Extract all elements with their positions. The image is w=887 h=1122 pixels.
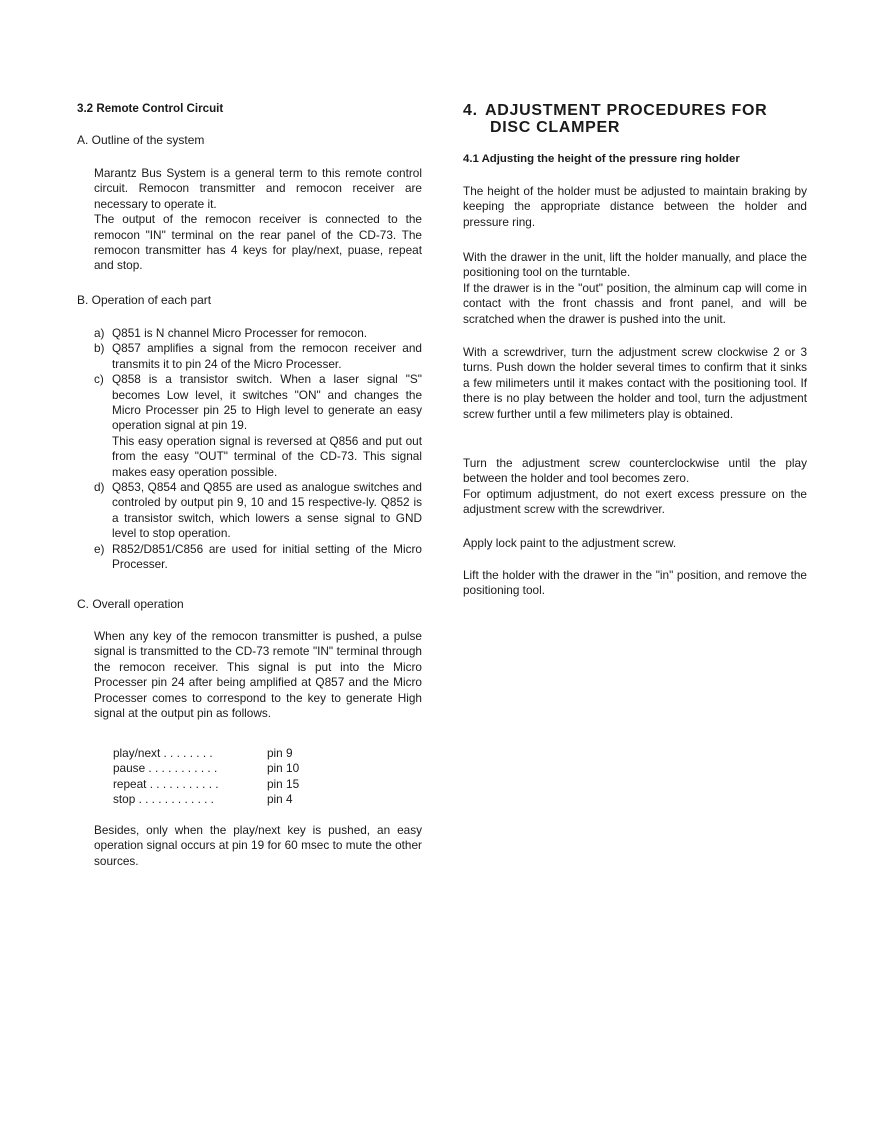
section-title-line2: DISC CLAMPER xyxy=(490,119,621,136)
list-text: Q851 is N channel Micro Processer for remocon. xyxy=(112,326,368,340)
adjust-paragraph: If the drawer is in the "out" position, the alminum cap will come in contact with the front chassis and front panel, and will be scratched when the drawer is pushed into the unit. xyxy=(463,280,807,326)
list-label: e) xyxy=(94,541,105,556)
adjust-paragraph: Turn the adjustment screw counterclockwise until the play between the holder and tool becomes zero. xyxy=(463,456,807,486)
pin-row xyxy=(113,746,373,761)
overall-closing: Besides, only when the play/next key is pushed, an easy operation signal occurs at pin 19 for 60 msec to mute the other sources. xyxy=(94,823,422,868)
list-text: R852/D851/C856 are used for initial setting of the Micro Processer. xyxy=(112,541,422,572)
list-label: d) xyxy=(94,480,105,495)
pin-key: repeat . . . . . . . . . . . xyxy=(113,776,219,791)
list-label: b) xyxy=(94,341,105,356)
pin-value: pin 10 xyxy=(267,761,300,776)
pin-value: pin 9 xyxy=(267,746,293,760)
heading-overall: C. Overall operation xyxy=(77,597,184,611)
pin-key: play/next . . . . . . . . xyxy=(113,746,213,760)
adjust-paragraph: For optimum adjustment, do not exert excess pressure on the adjustment screw with the screwdriver. xyxy=(463,486,807,517)
list-item xyxy=(94,326,422,341)
list-label: c) xyxy=(94,372,104,387)
section-title-adjustment xyxy=(463,102,767,136)
subsection-title: 4.1 Adjusting the height of the pressure ring holder xyxy=(463,153,740,165)
list-text: Q858 is a transistor switch. When a laser signal "S" becomes Low level, it switches "ON" and changes the Micro Processer pin 25 to High level to generate an easy operation signal at pin 19. xyxy=(112,372,422,433)
adjust-paragraph: The height of the holder must be adjusted to maintain braking by keeping the appropriate distance between the holder and pressure ring. xyxy=(463,184,807,229)
adjust-paragraph: With the drawer in the unit, lift the holder manually, and place the positioning tool on the turntable. xyxy=(463,250,807,280)
heading-outline: A. Outline of the system xyxy=(77,133,205,147)
section-title-remote-control: 3.2 Remote Control Circuit xyxy=(77,102,224,115)
list-label: a) xyxy=(94,326,105,340)
pin-key: pause . . . . . . . . . . . xyxy=(113,761,218,776)
adjust-paragraph: With a screwdriver, turn the adjustment screw clockwise 2 or 3 turns. Push down the holder several times to confirm that it sinks a few milimeters until it makes contact with the positioning tool. If there is no play between the holder and tool, turn the adjustment screw further until a few milimeters play is obtained. xyxy=(463,345,807,421)
list-item xyxy=(94,341,422,372)
pin-key: stop . . . . . . . . . . . . xyxy=(113,792,214,807)
pin-row xyxy=(113,792,373,807)
list-item xyxy=(94,542,422,573)
adjust-paragraph-group xyxy=(463,456,807,518)
adjust-paragraph: Apply lock paint to the adjustment screw. xyxy=(463,536,677,550)
outline-paragraph: Marantz Bus System is a general term to this remote control circuit. Remocon transmitter and remocon receiver are necessary to operate it. xyxy=(94,166,422,211)
pin-value: pin 4 xyxy=(267,792,293,807)
list-text: Q857 amplifies a signal from the remocon receiver and transmits it to pin 24 of the Micro Processer. xyxy=(112,341,422,371)
adjust-paragraph: Lift the holder with the drawer in the "in" position, and remove the positioning tool. xyxy=(463,568,807,598)
adjust-paragraph-group xyxy=(463,250,807,327)
outline-text xyxy=(94,166,422,274)
list-text-continued: This easy operation signal is reversed at Q856 and put out from the easy "OUT" terminal of the CD-73. This signal makes easy operation possible. xyxy=(112,433,422,479)
outline-paragraph: The output of the remocon receiver is connected to the remocon "IN" terminal on the rear panel of the CD-73. The remocon transmitter has 4 keys for play/next, puase, repeat and stop. xyxy=(94,212,422,273)
list-item xyxy=(94,480,422,542)
overall-text: When any key of the remocon transmitter is pushed, a pulse signal is transmitted to the CD-73 remote "IN" terminal through the remocon receiver. This signal is put into the Micro Processer pin 24 after being amplified at Q857 and the Micro Processer comes to correspond to the key to generate High signal at the output pin as follows. xyxy=(94,629,422,721)
pin-row xyxy=(113,761,373,776)
list-text: Q853, Q854 and Q855 are used as analogue switches and controled by output pin 9, 10 and 15 respective-ly. Q852 is a transistor switch, which lowers a sense signal to GND level to stop operation. xyxy=(112,480,422,541)
section-number: 4. xyxy=(463,102,478,119)
pin-table xyxy=(113,746,373,808)
pin-row xyxy=(113,777,373,792)
pin-value: pin 15 xyxy=(267,776,300,791)
operation-list xyxy=(94,326,422,573)
heading-operation: B. Operation of each part xyxy=(77,293,212,307)
list-item xyxy=(94,372,422,480)
section-title-line1: ADJUSTMENT PROCEDURES FOR xyxy=(485,102,768,119)
